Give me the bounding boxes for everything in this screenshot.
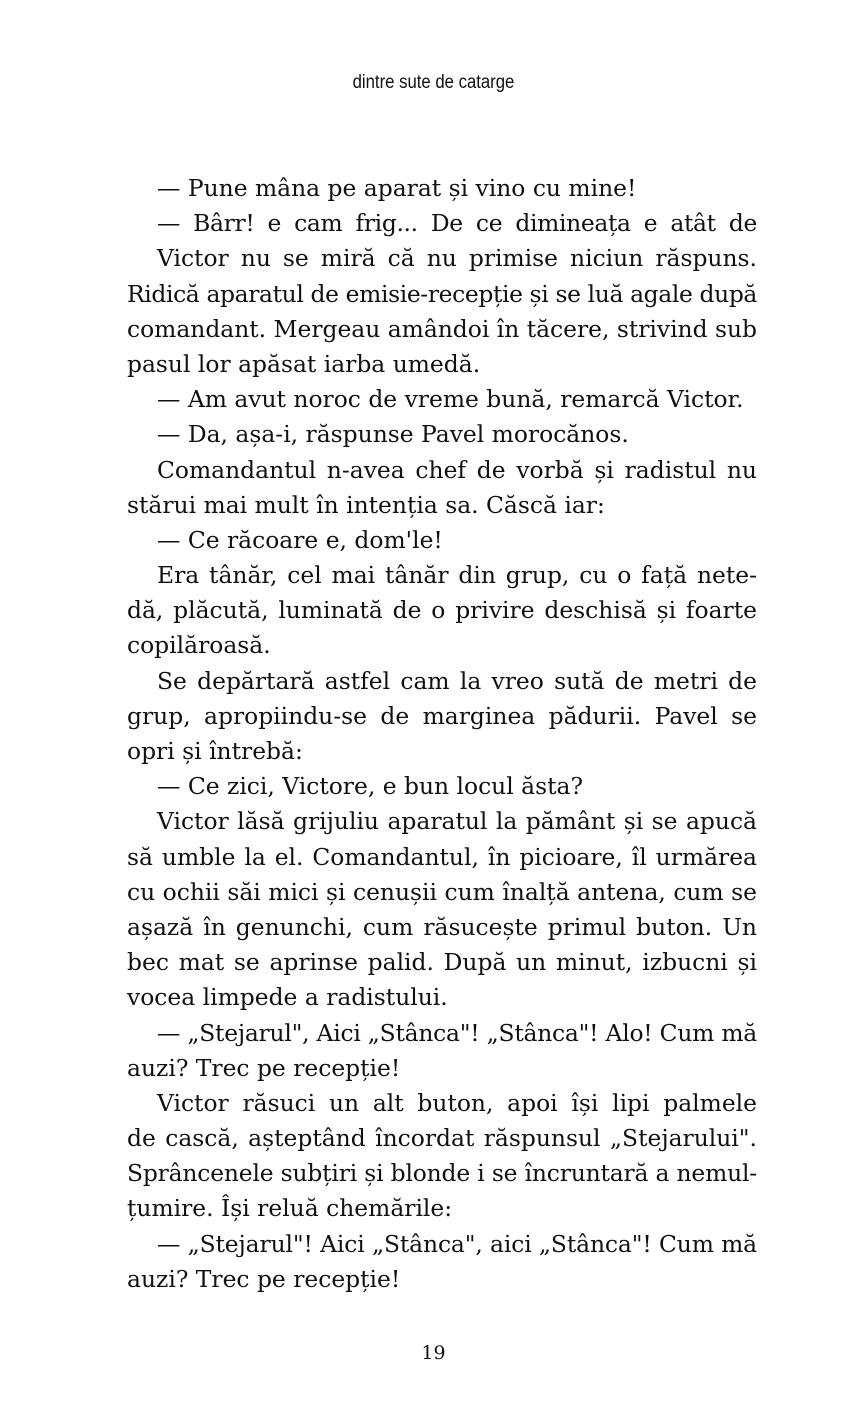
text-line: cu ochii săi mici și cenușii cum înalță antena, cum se (127, 877, 757, 906)
text-line: copilăroasă. (127, 631, 271, 660)
text-line: — „Stejarul", Aici „Stânca"! „Stânca"! Alo! Cum mă (157, 1018, 757, 1047)
body-text (127, 171, 757, 1297)
text-line: bec mat se aprinse palid. După un minut, izbucni și (127, 948, 757, 977)
text-line: — „Stejarul"! Aici „Stânca", aici „Stânca"! Cum mă (157, 1229, 757, 1258)
text-line: Victor lăsă grijuliu aparatul la pământ și se apucă (157, 807, 757, 836)
text-line: țumire. Își reluă chemările: (127, 1194, 453, 1223)
text-line: Se depărtară astfel cam la vreo sută de metri de (157, 666, 757, 695)
text-line: Comandantul n-avea chef de vorbă și radistul nu (157, 455, 757, 484)
text-line: — Am avut noroc de vreme bună, remarcă Victor. (157, 385, 744, 414)
text-line: opri și întrebă: (127, 737, 303, 765)
text-line: stărui mai mult în intenția sa. Căscă iar: (127, 490, 605, 519)
text-line: Sprâncenele subțiri și blonde i se încruntară a nemul- (127, 1159, 757, 1188)
text-line: — Pune mâna pe aparat și vino cu mine! (157, 174, 637, 202)
text-line: Victor nu se miră că nu primise niciun răspuns. (157, 244, 757, 273)
text-line: de cască, așteptând încordat răspunsul „Stejarului". (127, 1124, 757, 1153)
text-line: grup, apropiindu-se de marginea pădurii. Pavel se (127, 701, 757, 730)
text-line: comandant. Mergeau amândoi în tăcere, strivind sub (127, 314, 757, 343)
page-number: 19 (421, 1342, 446, 1364)
text-line: auzi? Trec pe recepție! (127, 1264, 401, 1293)
text-line: — Ce răcoare e, dom'le! (157, 525, 443, 554)
text-line: să umble la el. Comandantul, în picioare, îl urmărea (127, 842, 757, 871)
text-line: așază în genunchi, cum răsucește primul buton. Un (127, 912, 757, 941)
text-line: Ridică aparatul de emisie-recepție și se luă agale după (127, 279, 757, 308)
text-line: dă, plăcută, luminată de o privire deschisă și foarte (127, 596, 757, 625)
text-line: Victor răsuci un alt buton, apoi își lipi palmele (157, 1088, 757, 1117)
text-line: auzi? Trec pe recepție! (127, 1053, 401, 1082)
running-header: dintre sute de catarge (352, 72, 515, 93)
text-line: Era tânăr, cel mai tânăr din grup, cu o față nete- (157, 561, 757, 590)
text-line: vocea limpede a radistului. (127, 983, 448, 1012)
text-line: — Bârr! e cam frig... De ce dimineața e atât de (157, 209, 757, 238)
text-line: — Da, așa-i, răspunse Pavel morocănos. (157, 420, 629, 449)
text-line: — Ce zici, Victore, e bun locul ăsta? (157, 772, 583, 801)
text-line: pasul lor apăsat iarba umedă. (127, 349, 481, 378)
